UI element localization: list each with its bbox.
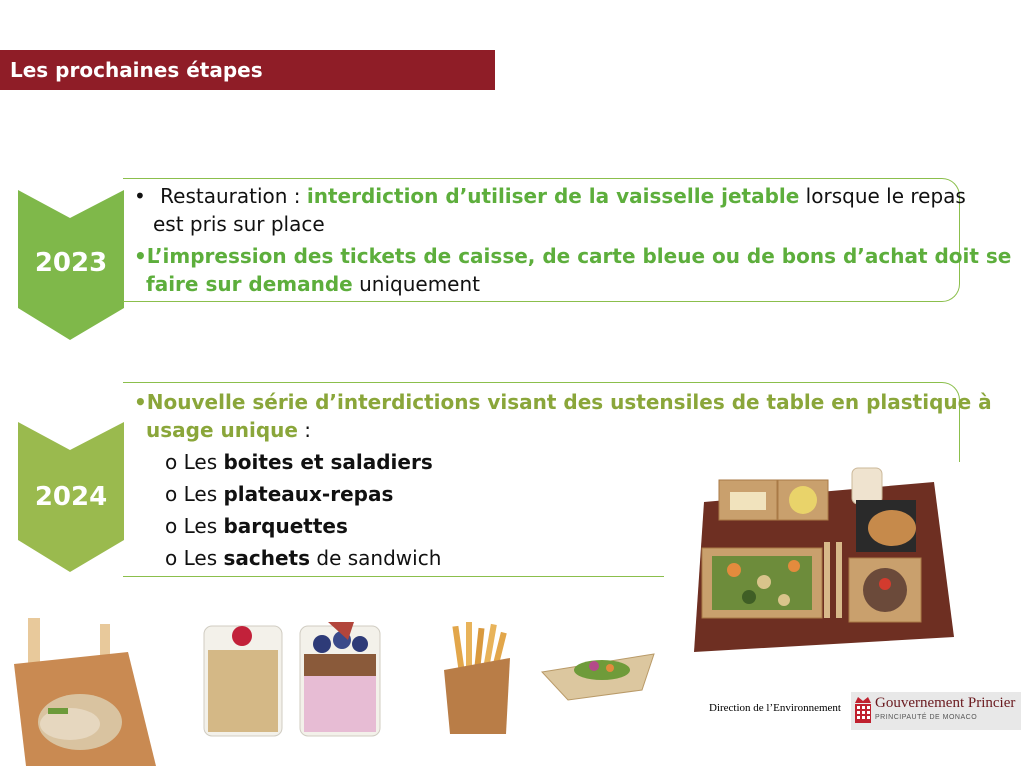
list-item [165,546,441,570]
list-item [165,514,348,538]
list-item-bold: boites et saladiers [223,450,433,474]
list-item-prefix: Les [183,450,224,474]
step-2023-item2-line2 [146,272,480,296]
list-item-suffix: de sandwich [310,546,442,570]
list-item-prefix: Les [183,514,224,538]
list-item-bold: barquettes [223,514,348,538]
sandwich-bag-photo [8,618,160,766]
step-2023-item2-line1 [134,244,1011,268]
list-marker: o [165,482,178,506]
item-prefix: Restauration : [160,184,307,208]
list-item-prefix: Les [183,482,224,506]
step-2024-intro-line1 [134,390,992,414]
step-2023-item1-line2: est pris sur place [153,212,325,236]
list-item-bold: plateaux-repas [223,482,394,506]
bullet: • [134,244,147,268]
intro-text: Nouvelle série d’interdictions visant des ustensiles de table en plastique à [146,390,992,414]
footer-department: Direction de l’Environnement [709,702,841,714]
logo-name: Gouvernement Princier [875,695,1016,711]
list-item-prefix: Les [183,546,224,570]
intro-colon: : [297,418,312,442]
year-label-2024: 2024 [34,482,108,512]
year-label-2023: 2023 [34,248,108,278]
salad-tray-photo [540,648,658,704]
item-highlight: L’impression des tickets de caisse, de carte bleue ou de bons d’achat doit se [146,244,1012,268]
item-highlight-cont: faire sur demande [146,272,353,296]
intro-text-cont: usage unique [146,418,298,442]
logo-subtitle: PRINCIPAUTÉ DE MONACO [875,714,978,721]
dessert-cups-photo [198,614,388,740]
item-highlight: interdiction d’utiliser de la vaisselle jetable [306,184,800,208]
list-item-bold: sachets [223,546,311,570]
meal-tray-photo [664,462,964,662]
section-header-bar [0,50,495,90]
list-marker: o [165,450,178,474]
section-title: Les prochaines étapes [10,58,263,82]
list-marker: o [165,546,178,570]
item-suffix: lorsque le repas [799,184,966,208]
bullet: • [134,390,147,414]
step-2023-item1-line1 [134,184,966,208]
list-item [165,450,433,474]
item-suffix: uniquement [352,272,480,296]
list-item [165,482,393,506]
fries-photo [436,622,526,738]
bullet: • [134,184,146,208]
list-marker: o [165,514,178,538]
step-2024-intro-line2 [146,418,311,442]
crown-icon [854,696,872,724]
government-logo [851,692,1021,730]
